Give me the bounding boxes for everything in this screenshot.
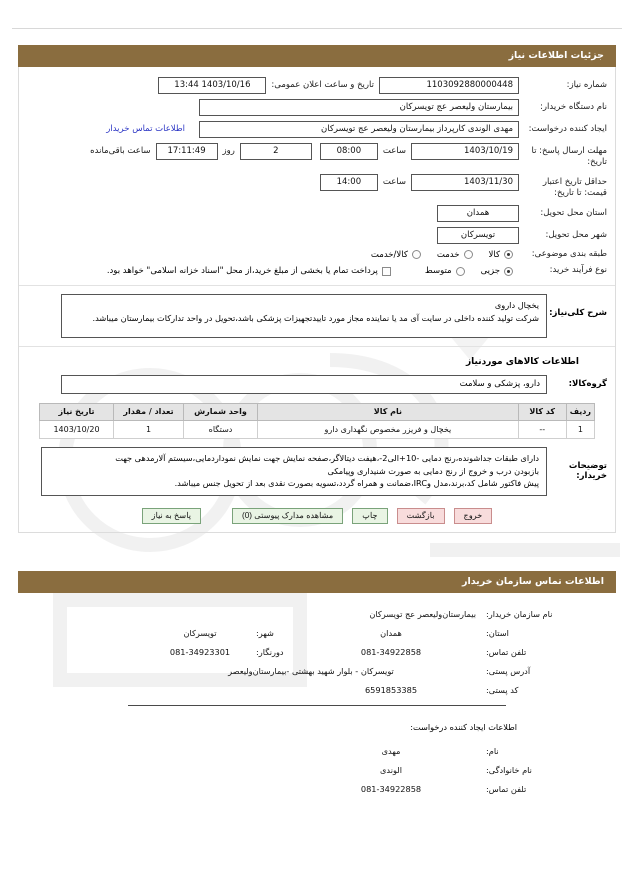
th-need-date: تاریخ نیاز xyxy=(40,403,114,420)
deadline-hour-label: ساعت xyxy=(382,146,406,156)
contact-row-org xyxy=(18,609,616,619)
row-deadline xyxy=(27,143,607,169)
cell-name: یخچال و فریزر مخصوص نگهداری دارو xyxy=(258,420,519,438)
radio-selected-icon[interactable] xyxy=(504,250,513,259)
contact-section-title: اطلاعات تماس سازمان خریدار xyxy=(461,575,604,587)
remaining-time-label: ساعت باقی‌مانده xyxy=(90,146,151,156)
treasury-checkbox-option[interactable] xyxy=(107,266,391,276)
contact-postal-value: 6591853385 xyxy=(364,684,418,695)
row-validity xyxy=(27,174,607,200)
th-row: ردیف xyxy=(566,403,594,420)
notes-line-2: بازبودن درب و خروج از رنج دمایی به صورت شنیداری وپیامکی xyxy=(327,465,539,476)
deadline-label: مهلت ارسال پاسخ: تا تاریخ: xyxy=(531,146,607,168)
need-number-value[interactable]: 1103092880000448 xyxy=(379,77,519,94)
requester-row-phone xyxy=(18,784,616,794)
action-buttons xyxy=(27,508,607,524)
requester-row-last-name xyxy=(18,765,616,775)
requester-row-first-name xyxy=(18,746,616,756)
row-creator xyxy=(27,121,607,138)
buyer-org-value[interactable]: بیمارستان ولیعصر عج تویسرکان xyxy=(199,99,519,116)
goods-section-title: اطلاعات کالاهای موردنیاز xyxy=(465,356,579,367)
buyer-contact-link[interactable]: اطلاعات تماس خریدار xyxy=(106,124,185,134)
province-value[interactable]: همدان xyxy=(437,205,519,222)
row-category xyxy=(27,249,607,260)
process-option-minor-label: جزیی xyxy=(480,266,500,277)
need-number-label: شماره نیاز: xyxy=(566,80,607,90)
view-attachments-button[interactable]: مشاهده مدارک پیوستی (0) xyxy=(232,508,343,524)
requester-first-name-value: مهدی xyxy=(381,745,401,756)
contact-row-location xyxy=(18,628,616,638)
row-city xyxy=(27,227,607,244)
contact-fax-value: 081-34923301 xyxy=(169,646,231,657)
back-button[interactable]: بازگشت xyxy=(397,508,445,524)
contact-fax-label: دورنگار: xyxy=(256,646,284,657)
th-quantity: تعداد / مقدار xyxy=(114,403,184,420)
cell-unit: دستگاه xyxy=(184,420,258,438)
contact-postal-label: کد پستی: xyxy=(486,684,519,695)
creator-value[interactable]: مهدی الوندی کارپرداز بیمارستان ولیعصر عج تویسرکان xyxy=(199,121,519,138)
panel-divider xyxy=(19,285,615,286)
requester-section-title-wrap xyxy=(18,722,616,732)
contact-row-phone xyxy=(18,647,616,657)
contact-org-label: نام سازمان خریدار: xyxy=(486,608,553,619)
panel-divider-2 xyxy=(19,346,615,347)
print-button[interactable]: چاپ xyxy=(352,508,387,524)
creator-label: ایجاد کننده درخواست: xyxy=(528,124,607,134)
requester-last-name-value: الوندی xyxy=(380,764,402,775)
top-divider xyxy=(12,28,622,29)
category-label: طبقه بندی موضوعی: xyxy=(531,248,607,259)
goods-group-value[interactable]: دارو، پزشکی و سلامت xyxy=(61,375,547,394)
cell-row: 1 xyxy=(566,420,594,438)
row-need-number xyxy=(27,77,607,94)
contact-city-value: تویسرکان xyxy=(183,627,217,638)
summary-label: شرح کلی‌نیاز: xyxy=(549,307,607,318)
contact-address-label: آدرس پستی: xyxy=(486,665,531,676)
process-option-medium[interactable] xyxy=(425,266,465,276)
goods-table xyxy=(39,403,595,439)
contact-org-value: بیمارستان‌ولیعصر عج تویسرکان xyxy=(369,608,476,619)
requester-first-name-label: نام: xyxy=(486,745,499,756)
requester-phone-value: 081-34922858 xyxy=(360,783,422,794)
contact-row-postal xyxy=(18,685,616,695)
cell-quantity: 1 xyxy=(114,420,184,438)
remaining-time-value[interactable]: 17:11:49 xyxy=(156,143,218,160)
announce-datetime-value[interactable]: 1403/10/16 13:44 xyxy=(158,77,266,94)
requester-last-name-label: نام خانوادگی: xyxy=(486,764,532,775)
section-header-buyer-contact xyxy=(18,571,616,593)
th-name: نام کالا xyxy=(258,403,519,420)
row-province xyxy=(27,205,607,222)
row-buyer-org xyxy=(27,99,607,116)
validity-hour-label: ساعت xyxy=(382,176,406,187)
goods-group-label: گروه‌کالا: xyxy=(568,379,607,390)
treasury-checkbox-label: پرداخت تمام یا بخشی از مبلغ خرید،از محل "اسناد خزانه اسلامی" خواهد بود. xyxy=(106,266,378,277)
deadline-date-value[interactable]: 1403/10/19 xyxy=(411,143,519,160)
summary-line-2: شرکت تولید کننده داخلی در سایت آی مد یا نماینده مجاز مورد تاییدتجهیزات پزشکی باشد،تحویل در واحد تدارکات بیمارستان میباشد. xyxy=(92,312,539,323)
exit-button[interactable]: خروج xyxy=(454,508,493,524)
category-option-service-label: خدمت xyxy=(436,249,460,260)
contact-phone-value: 081-34922858 xyxy=(360,646,422,657)
buyer-org-label: نام دستگاه خریدار: xyxy=(540,102,607,112)
contact-row-address xyxy=(18,666,616,676)
cell-code: -- xyxy=(518,420,566,438)
buyer-notes-section xyxy=(27,447,607,496)
checkbox-unchecked-icon[interactable] xyxy=(382,267,391,276)
requester-divider xyxy=(128,705,506,706)
deadline-time-value[interactable]: 08:00 xyxy=(320,143,378,160)
category-option-goods-service-label: کالا/خدمت xyxy=(370,249,408,260)
radio-unselected-icon[interactable] xyxy=(456,267,465,276)
contact-phone-label: تلفن تماس: xyxy=(486,646,527,657)
need-details-panel xyxy=(18,67,616,533)
th-code: کد کالا xyxy=(518,403,566,420)
table-header-row xyxy=(40,403,595,420)
radio-unselected-icon[interactable] xyxy=(464,250,473,259)
category-option-goods-service[interactable] xyxy=(371,250,421,260)
radio-selected-icon[interactable] xyxy=(504,267,513,276)
category-option-service[interactable] xyxy=(437,250,473,260)
validity-time-value[interactable]: 14:00 xyxy=(320,174,378,191)
row-goods-group xyxy=(27,375,607,394)
contact-address-value: تویسرکان - بلوار شهید بهشتی -بیمارستان‌ولیعصر xyxy=(228,665,394,676)
notes-line-3: پیش فاکتور شامل کد،برند،مدل وIRC،ضمانت و همراه گردد،تسویه بصورت نقدی بعد از تحویل جنس میباشد. xyxy=(174,478,539,489)
summary-section xyxy=(27,294,607,338)
radio-unselected-icon[interactable] xyxy=(412,250,421,259)
contact-province-value: همدان xyxy=(380,627,402,638)
th-unit: واحد شمارش xyxy=(184,403,258,420)
section-header-need-details xyxy=(18,45,616,67)
buyer-notes-label: توضیحات خریدار: xyxy=(568,460,607,481)
city-value[interactable]: تویسرکان xyxy=(437,227,519,244)
province-label: استان محل تحویل: xyxy=(540,207,607,218)
respond-to-need-button[interactable]: پاسخ به نیاز xyxy=(142,508,201,524)
requester-phone-label: تلفن تماس: xyxy=(486,783,527,794)
summary-box xyxy=(61,294,547,338)
cell-need-date: 1403/10/20 xyxy=(40,420,114,438)
buyer-notes-box xyxy=(41,447,547,496)
validity-date-value[interactable]: 1403/11/30 xyxy=(411,174,519,191)
remaining-days-value[interactable]: 2 xyxy=(240,143,312,160)
category-option-goods[interactable] xyxy=(489,250,513,260)
validity-label: حداقل تاریخ اعتبار قیمت: تا تاریخ: xyxy=(542,176,607,199)
page-title: جزئیات اطلاعات نیاز xyxy=(508,50,604,61)
summary-line-1: یخچال داروی xyxy=(494,299,539,310)
announce-label: تاریخ و ساعت اعلان عمومی: xyxy=(271,80,374,90)
days-unit-label: روز xyxy=(222,146,235,156)
requester-section-title: اطلاعات ایجاد کننده درخواست: xyxy=(410,721,517,732)
city-label: شهر محل تحویل: xyxy=(545,229,607,240)
process-option-medium-label: متوسط xyxy=(424,266,452,277)
notes-line-1: دارای طبقات جداشونده،رنج دمایی -10+الی2-،هیفت دیتالاگر،صفحه نمایش جهت نمایش نموداردمایی،سیستم آلارمدهی جهت xyxy=(115,452,539,463)
process-option-minor[interactable] xyxy=(481,266,513,276)
table-row xyxy=(40,420,595,438)
category-option-goods-label: کالا xyxy=(488,249,500,260)
buyer-contact-panel xyxy=(18,593,616,809)
contact-city-label: شهر: xyxy=(256,627,274,638)
contact-province-label: استان: xyxy=(486,627,509,638)
row-process-type xyxy=(27,265,607,276)
process-label: نوع فرآیند خرید: xyxy=(549,265,607,276)
